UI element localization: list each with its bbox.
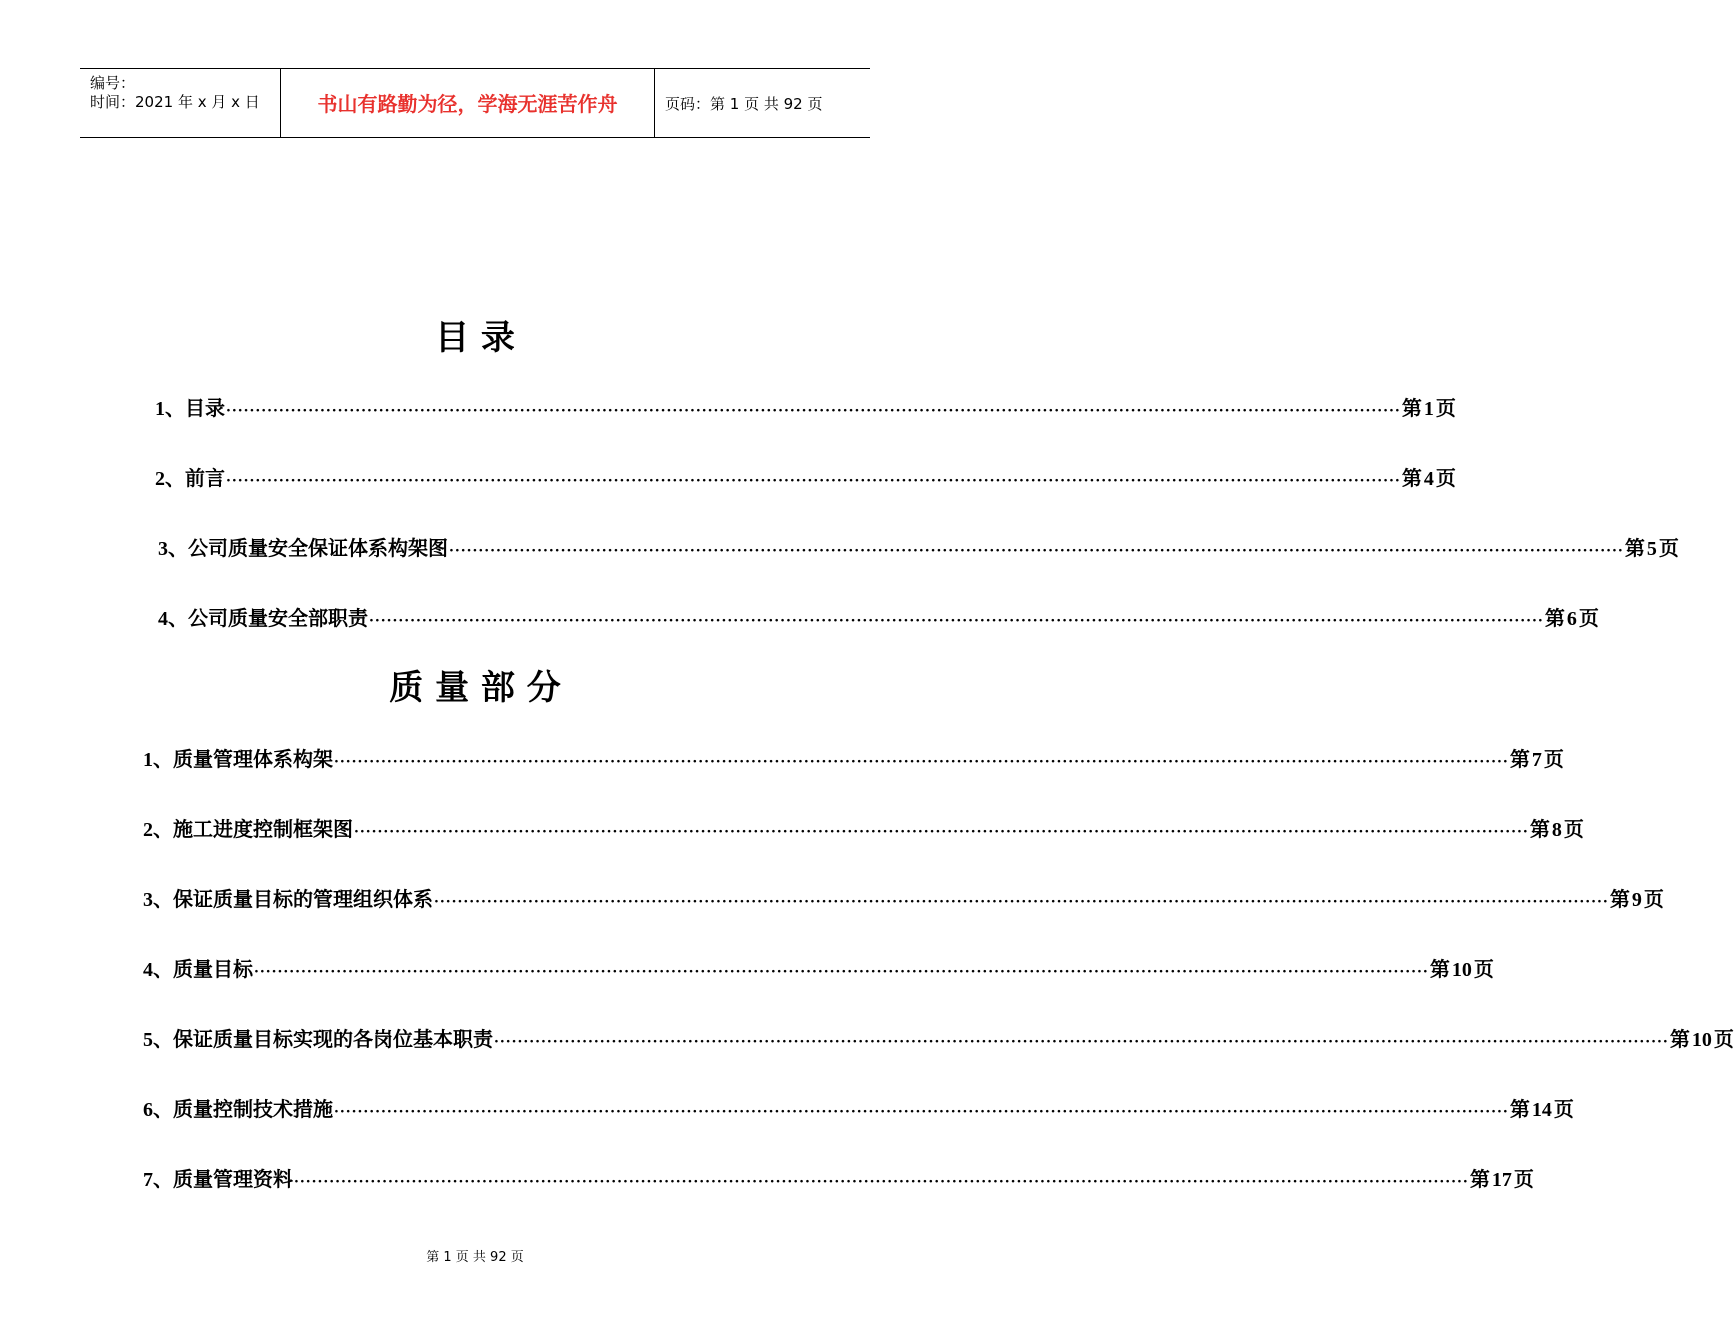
toc-entry[interactable]: [143, 954, 1494, 984]
toc-entry-text: 、质量管理体系构架: [153, 747, 333, 771]
toc-entry[interactable]: [155, 393, 1456, 423]
page-prefix: 第: [1401, 466, 1422, 490]
toc-entry[interactable]: [143, 744, 1564, 774]
page-number: 8: [1551, 819, 1562, 841]
page-prefix: 第: [1669, 1027, 1690, 1051]
toc-entry[interactable]: [158, 603, 1599, 633]
toc-entry-label: [143, 744, 333, 775]
toc-entry[interactable]: [143, 884, 1664, 914]
toc-leader-dots: ········································································································································································································: [369, 613, 1544, 629]
page-number: 17: [1491, 1169, 1512, 1191]
toc-entry-page: [1610, 884, 1664, 915]
document-date: 时间：2021 年 x 月 x 日: [90, 93, 260, 111]
page-prefix: 第: [1401, 396, 1422, 420]
toc-entry-number: 2: [143, 819, 153, 841]
header-meta-cell: [80, 69, 281, 137]
toc-entry[interactable]: [158, 533, 1679, 563]
page-prefix: 第: [1509, 747, 1530, 771]
toc-leader-dots: ········································································································································································································: [334, 754, 1509, 770]
page-number: 1: [1423, 398, 1434, 420]
toc-entry-text: 、公司质量安全保证体系构架图: [168, 536, 448, 560]
page-prefix: 第: [1429, 957, 1450, 981]
toc-leader-dots: ········································································································································································································: [226, 473, 1401, 489]
toc-entry-page: [1430, 954, 1494, 985]
header-motto: 书山有路勤为径，学海无涯苦作舟: [317, 92, 618, 116]
page-number: 14: [1531, 1099, 1552, 1121]
toc-entry-number: 3: [143, 889, 153, 911]
page-prefix: 第: [1609, 887, 1630, 911]
toc-entry-label: [155, 393, 225, 424]
document-number-label: 编号：: [90, 74, 136, 92]
toc-entry-label: [143, 1094, 333, 1125]
toc-entry-text: 、前言: [165, 466, 225, 490]
page-number: 7: [1531, 749, 1542, 771]
page-suffix: 页: [1578, 606, 1599, 630]
page-number: 6: [1566, 608, 1577, 630]
page-number: 5: [1646, 538, 1657, 560]
toc-entry-text: 、质量目标: [153, 957, 253, 981]
toc-leader-dots: ········································································································································································································: [434, 894, 1609, 910]
header-page-cell: [655, 69, 870, 137]
page-prefix: 第: [1624, 536, 1645, 560]
toc-title: 目 录: [435, 318, 515, 358]
toc-entry-label: [143, 1164, 293, 1195]
toc-entry-text: 、保证质量目标的管理组织体系: [153, 887, 433, 911]
toc-leader-dots: ········································································································································································································: [294, 1174, 1469, 1190]
page-number: 10: [1451, 959, 1472, 981]
toc-entry-label: [143, 884, 433, 915]
toc-entry-number: 3: [158, 538, 168, 560]
toc-leader-dots: ········································································································································································································: [334, 1104, 1509, 1120]
page-prefix: 第: [1469, 1167, 1490, 1191]
page-prefix: 第: [1544, 606, 1565, 630]
toc-entry-page: [1470, 1164, 1534, 1195]
toc-entry-label: [143, 1024, 493, 1055]
header-page-info: 页码：第 1 页 共 92 页: [665, 95, 823, 113]
toc-entry-label: [158, 533, 448, 564]
toc-entry-number: 4: [143, 959, 153, 981]
toc-entry-text: 、质量管理资料: [153, 1167, 293, 1191]
page-suffix: 页: [1435, 466, 1456, 490]
page-suffix: 页: [1713, 1027, 1734, 1051]
toc-entry[interactable]: [155, 463, 1456, 493]
toc-entry-text: 、公司质量安全部职责: [168, 606, 368, 630]
page-number: 10: [1691, 1029, 1712, 1051]
toc-entry-page: [1625, 533, 1679, 564]
document-header: [80, 68, 870, 138]
toc-entry-label: [155, 463, 225, 494]
toc-entry[interactable]: [143, 814, 1584, 844]
toc-entry-label: [143, 954, 253, 985]
toc-entry-number: 5: [143, 1029, 153, 1051]
page-suffix: 页: [1513, 1167, 1534, 1191]
toc-entry-page: [1510, 744, 1564, 775]
toc-entry-page: [1545, 603, 1599, 634]
page-prefix: 第: [1529, 817, 1550, 841]
page-suffix: 页: [1643, 887, 1664, 911]
toc-entry-text: 、目录: [165, 396, 225, 420]
page-number: 4: [1423, 468, 1434, 490]
page-footer: 第 1 页 共 92 页: [426, 1250, 524, 1265]
toc-entry[interactable]: [143, 1094, 1574, 1124]
toc-entry[interactable]: [143, 1164, 1534, 1194]
toc-entry-number: 7: [143, 1169, 153, 1191]
toc-entry-number: 4: [158, 608, 168, 630]
toc-leader-dots: ········································································································································································································: [494, 1034, 1669, 1050]
toc-entry-number: 6: [143, 1099, 153, 1121]
page-suffix: 页: [1543, 747, 1564, 771]
toc-leader-dots: ········································································································································································································: [254, 964, 1429, 980]
toc-entry-page: [1530, 814, 1584, 845]
toc-entry-page: [1402, 463, 1456, 494]
page-suffix: 页: [1563, 817, 1584, 841]
page-suffix: 页: [1473, 957, 1494, 981]
header-motto-cell: [281, 69, 655, 137]
page-suffix: 页: [1658, 536, 1679, 560]
toc-entry-page: [1402, 393, 1456, 424]
toc-entry-number: 2: [155, 468, 165, 490]
quality-section-title: 质 量 部 分: [389, 668, 561, 708]
toc-entry-text: 、保证质量目标实现的各岗位基本职责: [153, 1027, 493, 1051]
page-suffix: 页: [1553, 1097, 1574, 1121]
toc-entry-label: [158, 603, 368, 634]
toc-leader-dots: ········································································································································································································: [226, 403, 1401, 419]
toc-entry-text: 、施工进度控制框架图: [153, 817, 353, 841]
toc-entry-text: 、质量控制技术措施: [153, 1097, 333, 1121]
page-prefix: 第: [1509, 1097, 1530, 1121]
toc-leader-dots: ········································································································································································································: [449, 543, 1624, 559]
page-suffix: 页: [1435, 396, 1456, 420]
toc-leader-dots: ········································································································································································································: [354, 824, 1529, 840]
page-number: 9: [1631, 889, 1642, 911]
toc-entry[interactable]: [143, 1024, 1734, 1054]
toc-entry-page: [1510, 1094, 1574, 1125]
toc-entry-number: 1: [143, 749, 153, 771]
toc-entry-number: 1: [155, 398, 165, 420]
toc-entry-page: [1670, 1024, 1734, 1055]
toc-entry-label: [143, 814, 353, 845]
